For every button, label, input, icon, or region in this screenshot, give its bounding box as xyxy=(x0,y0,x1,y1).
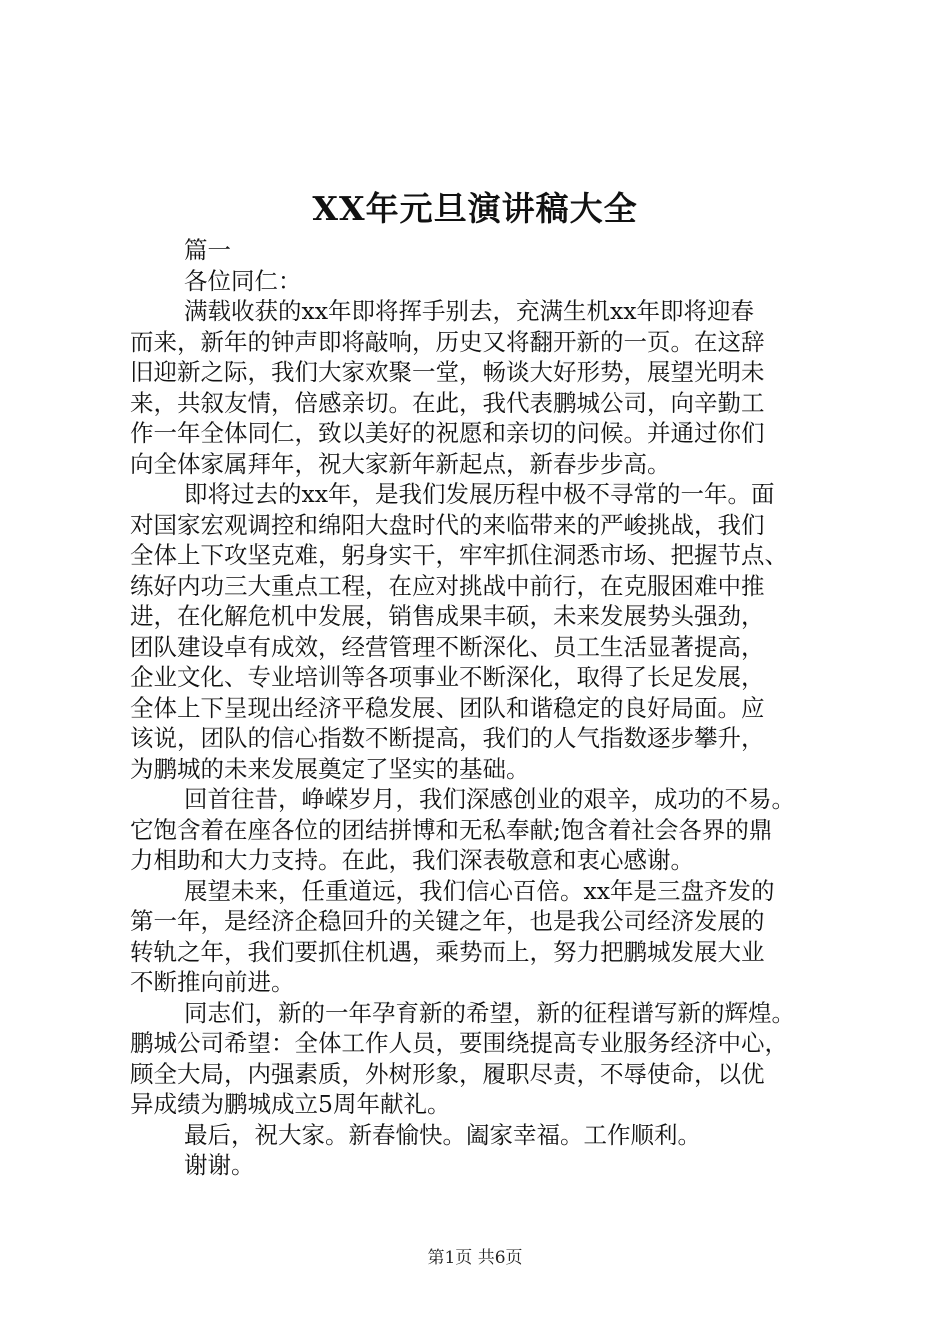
text-line: 回首往昔，峥嵘岁月，我们深感创业的艰辛，成功的不易。 xyxy=(184,785,795,813)
text-line: 来，共叙友情，倍感亲切。在此，我代表鹏城公司，向辛勤工 xyxy=(130,388,765,417)
text-line: 最后，祝大家。新春愉快。阖家幸福。工作顺利。 xyxy=(184,1120,701,1149)
text-line: 为鹏城的未来发展奠定了坚实的基础。 xyxy=(130,754,530,783)
text-line: 篇一 xyxy=(184,236,231,264)
text-line: 鹏城公司希望：全体工作人员，要围绕提高专业服务经济中心， xyxy=(130,1029,788,1057)
text-line: 它饱含着在座各位的团结拼博和无私奉献;饱含着社会各界的鼎 xyxy=(130,815,773,844)
text-line: 谢谢。 xyxy=(184,1151,255,1179)
text-line: 各位同仁： xyxy=(184,266,302,295)
text-line: 练好内功三大重点工程，在应对挑战中前行，在克服困难中推 xyxy=(130,571,765,600)
text-line: 全体上下呈现出经济平稳发展、团队和谐稳定的良好局面。应 xyxy=(130,693,765,722)
document-body xyxy=(130,235,840,1181)
text-line: 顾全大局，内强素质，外树形象，履职尽责，不辱使命，以优 xyxy=(130,1059,765,1088)
text-line: 异成绩为鹏城成立5周年献礼。 xyxy=(130,1090,451,1118)
text-line: 转轨之年，我们要抓住机遇，乘势而上，努力把鹏城发展大业 xyxy=(130,937,765,966)
text-line: 旧迎新之际，我们大家欢聚一堂，畅谈大好形势，展望光明未 xyxy=(130,358,765,386)
text-line: 即将过去的xx年，是我们发展历程中极不寻常的一年。面 xyxy=(184,480,775,508)
text-line: 对国家宏观调控和绵阳大盘时代的来临带来的严峻挑战，我们 xyxy=(130,510,765,539)
text-line: 第一年，是经济企稳回升的关键之年，也是我公司经济发展的 xyxy=(130,907,765,935)
text-line: 作一年全体同仁，致以美好的祝愿和亲切的问候。并通过你们 xyxy=(130,419,765,447)
text-line: 力相助和大力支持。在此，我们深表敬意和衷心感谢。 xyxy=(130,846,694,874)
text-line: 展望未来，任重道远，我们信心百倍。xx年是三盘齐发的 xyxy=(184,876,775,905)
text-line: 全体上下攻坚克难，躬身实干，牢牢抓住洞悉市场、把握节点、 xyxy=(130,541,788,569)
text-line: 团队建设卓有成效，经营管理不断深化、员工生活显著提高， xyxy=(130,632,765,661)
text-line: 企业文化、专业培训等各项事业不断深化，取得了长足发展， xyxy=(130,663,765,691)
page-title: XX年元旦演讲稿大全 xyxy=(312,189,638,228)
text-line: 进，在化解危机中发展，销售成果丰硕，未来发展势头强劲， xyxy=(130,602,765,630)
text-line: 不断推向前进。 xyxy=(130,968,295,996)
text-line: 满载收获的xx年即将挥手别去，充满生机xx年即将迎春 xyxy=(184,297,755,325)
text-line: 同志们，新的一年孕育新的希望，新的征程谱写新的辉煌。 xyxy=(184,998,795,1027)
text-line: 该说，团队的信心指数不断提高，我们的人气指数逐步攀升， xyxy=(130,724,765,752)
page-number-footer: 第1页 共6页 xyxy=(427,1248,523,1268)
text-line: 向全体家属拜年，祝大家新年新起点，新春步步高。 xyxy=(130,449,671,478)
text-line: 而来，新年的钟声即将敲响，历史又将翻开新的一页。在这辞 xyxy=(130,327,765,356)
